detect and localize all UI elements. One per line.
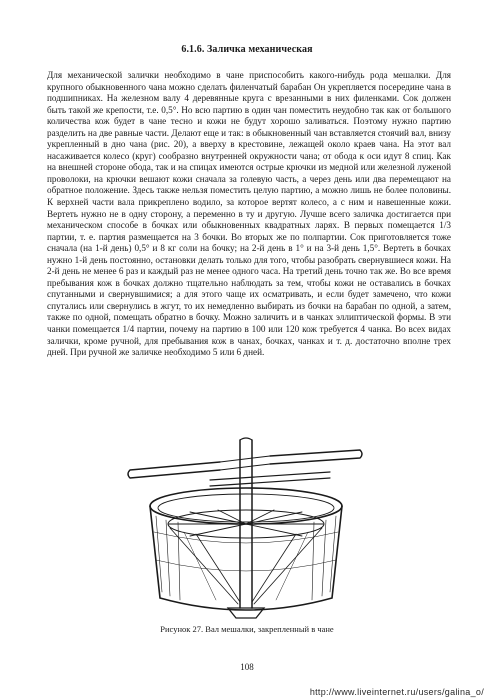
figure-caption: Рисунок 27. Вал мешалки, закрепленный в чане — [160, 624, 334, 634]
watermark-url: http://www.liveinternet.ru/users/galina_o/ — [309, 687, 484, 697]
body-paragraph: Для механической залички необходимо в чане приспособить какого-нибудь рода мешалки. Для крупного обыкновенного чана можно сделать филенчатый барабан Он укрепляется посередине чана в подшипниках. На железном валу 4 деревянные круга с врезанными в них филенками. Сок должен быть такой же крепости, т.е. 0,5°. Но всю партию в один чан поместить неудобно так как от большого количества кож будет в чане тесно и кожи не будут хорошо заливаться. Поэтому нужно партию разделить на две равные части. Делают еще и так: в обыкновенный чан вставляется стоячий вал, внизу укрепленный в дно чана (рис. 20), а вверху в крестовине, лежащей около краев чана. На этот вал насаживается колесо (круг) сообразно внутренней окружности чана; от обода к оси идут 8 спиц. Как на внешней стороне обода, так и на спицах имеются острые крючки из медной или железной луженой проволоки, на крючки вешают кожи сначала за голевую часть, а через день или два перемещают на обратное положение. Здесь также нельзя поместить целую партию, а можно лишь не более половины. К верхней части вала прикреплено водило, за которое вертят колесо, а с ним и навешенные кожи. Вертеть нужно не в одну сторону, а переменно в ту и другую. Лучше всего заличка достигается при механическом способе в бочках или обыкновенных квадратных ларях. В первых помещается 1/3 партии, т. е. партия размещается на 3 бочки. Во вторых же по полпартии. Сок приготовляется тоже сначала (на 1-й день) 0,5° и 8 кг соли на бочку; на 2-й день в 1° и на 3-й день 1,5°. Вертеть в бочках нужно 1-й день постоянно, остановки делать только для того, чтобы разобрать свернувшиеся кожи. На 2-й день не менее 6 раз и каждый раз не менее одного часа. На третий день точно так же. Во все время пребывания кож в бочках должно тщательно наблюдать за тем, чтобы кожи не оставались в бочках спутанными и свернувшимися; а для этого чаще их осматривать, и если будет замечено, что кожи спутались или свернулись в жгут, то их немедленно выбирать из бочки на барабан по одной, а затем, также по одной, помещать обратно в бочку. Можно заличить и в чанках эллиптической формы. В эти чанки помещается 1/4 партии, почему на партию в 100 или 120 кож требуется 4 чанка. Во всех видах залички, кроме ручной, для пребывания кож в чанах, бочках, чанках и т. д. достаточно вполне трех дней. При ручной же заличке необходимо 5 или 6 дней. — [47, 70, 451, 358]
page-number: 108 — [240, 662, 254, 672]
section-heading: 6.1.6. Заличка механическая — [181, 44, 313, 55]
figure-stirrer-illustration — [120, 432, 372, 622]
stirrer-drawing — [120, 432, 372, 622]
